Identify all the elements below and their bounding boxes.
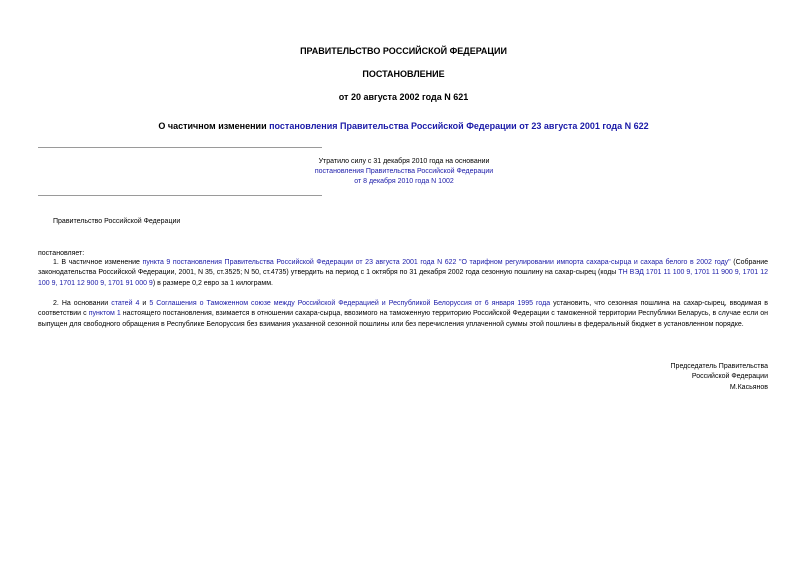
signature-organization: Российской Федерации	[691, 373, 768, 381]
document-date-number: от 20 августа 2002 года N 621	[338, 92, 469, 102]
signature-position: Председатель Правительства	[670, 363, 768, 370]
status-note-text: Утратило силу с 31 декабря 2010 года на основании	[318, 158, 490, 165]
p2-link-articles[interactable]: статей 4	[111, 300, 140, 307]
p2-text-1: 2. На основании	[53, 300, 112, 307]
p1-text-1: 1. В частичное изменение	[53, 259, 143, 266]
document-title	[0, 121, 807, 131]
status-note-link-line2[interactable]: от 8 декабря 2010 года N 1002	[354, 178, 454, 185]
document-type: ПОСТАНОВЛЕНИЕ	[362, 69, 445, 79]
decree-word: постановляет:	[38, 250, 85, 257]
p1-link-codes[interactable]: ТН ВЭД 1701 11 100 9, 1701 11 900 9, 1701 12 100 9, 1701 12 900 9, 1701 91 000 9	[38, 269, 768, 287]
issuer: Правительство Российской Федерации	[53, 218, 181, 225]
signature-block	[671, 362, 768, 393]
status-note-link-line1[interactable]: постановления Правительства Российской Федерации	[314, 168, 494, 175]
p1-text-2: (Собрание законодательства Российской Федерации, 2001, N 35, ст.3525; N 50, ст.4735) утвердить на период с 1 октября по 31 декабря 2002 года сезонную пошлину на сахар-сырец (коды	[38, 259, 768, 277]
p1-link-decree[interactable]: пункта 9 постановления Правительства Российской Федерации от 23 августа 2001 года N 622 "О тарифном регулировании импорта сахара-сырца и сахара белого в 2002 году"	[142, 259, 731, 266]
separator-top	[38, 147, 322, 148]
paragraph-2	[38, 299, 768, 330]
p1-text-3: ) в размере 0,2 евро за 1 килограмм.	[152, 279, 273, 287]
separator-bottom	[38, 195, 322, 196]
title-link[interactable]: постановления Правительства Российской Федерации от 23 августа 2001 года N 622	[269, 121, 649, 131]
signature-name: М.Касьянов	[729, 383, 768, 391]
paragraph-1	[38, 258, 768, 289]
p2-text-4: настоящего постановления, взимается в отношении сахара-сырца, ввозимого на таможенную территорию Российской Федерации с таможенной территории Республики Беларусь, в случае если он выпущен для свободного обращения в Республике Белоруссия без взимания указанной сезонной пошлины или без перечисления уплаченной суммы этой пошлины в федеральный бюджет в установленном порядке.	[38, 310, 769, 328]
p2-text-2: и	[139, 300, 150, 307]
title-prefix: О частичном изменении	[158, 121, 270, 131]
p2-link-point1[interactable]: пунктом 1	[88, 310, 121, 318]
status-note	[220, 157, 588, 187]
p2-text-3: установить, что сезонная пошлина на сахар-сырец, вводимая в соответствии с	[38, 300, 768, 318]
p2-link-agreement[interactable]: 5 Соглашения о Таможенном союзе между Российской Федерацией и Республикой Белоруссия от 6 января 1995 года	[149, 300, 551, 307]
government-heading: ПРАВИТЕЛЬСТВО РОССИЙСКОЙ ФЕДЕРАЦИИ	[300, 46, 507, 56]
